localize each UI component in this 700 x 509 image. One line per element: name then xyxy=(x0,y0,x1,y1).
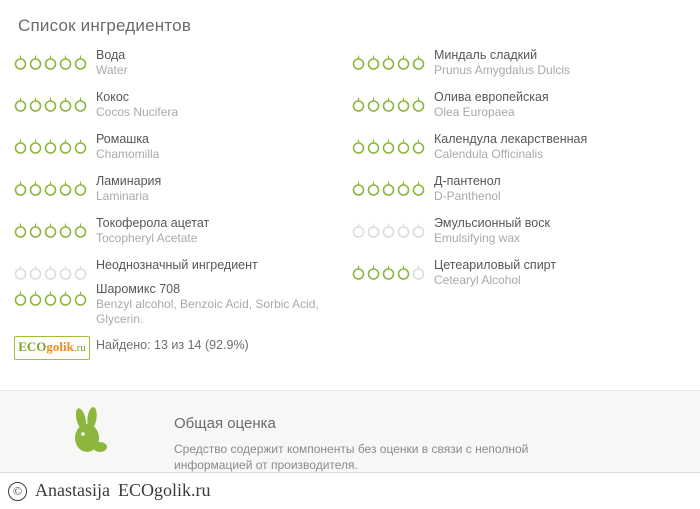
drop-icon xyxy=(44,290,57,306)
drop-icon xyxy=(382,222,395,238)
ecogolik-logo[interactable] xyxy=(14,336,90,360)
site-name: ECOgolik.ru xyxy=(117,480,211,500)
drop-icon xyxy=(397,96,410,112)
drop-icon xyxy=(14,96,27,112)
ingredient-row[interactable] xyxy=(352,258,692,300)
drop-icon xyxy=(29,180,42,196)
drop-icon xyxy=(382,96,395,112)
ingredient-name-ru: Токоферола ацетат xyxy=(96,216,210,230)
drop-icon xyxy=(412,96,425,112)
ingredient-name-lat: Cetearyl Alcohol xyxy=(434,273,521,287)
drop-icon xyxy=(382,180,395,196)
drop-icon xyxy=(59,54,72,70)
ingredient-names xyxy=(96,90,346,120)
drop-icon xyxy=(29,290,42,306)
drop-icon xyxy=(397,264,410,280)
drop-icon xyxy=(59,96,72,112)
rating-drops xyxy=(352,138,424,156)
drop-icon xyxy=(382,54,395,70)
drop-icon xyxy=(367,54,380,70)
ingredient-name-lat: Olea Europaea xyxy=(434,105,515,119)
ingredient-name-lat: Emulsifying wax xyxy=(434,231,521,245)
drop-icon xyxy=(367,138,380,154)
drop-icon xyxy=(412,138,425,154)
drop-icon xyxy=(14,222,27,238)
drop-icon xyxy=(59,180,72,196)
drop-icon xyxy=(352,96,365,112)
ingredient-names xyxy=(434,216,684,246)
drop-icon xyxy=(397,138,410,154)
rating-drops xyxy=(14,138,86,156)
drop-icon xyxy=(44,264,57,280)
drop-icon xyxy=(412,222,425,238)
rating-drops xyxy=(14,290,86,308)
ingredient-row[interactable] xyxy=(14,132,344,174)
drop-icon xyxy=(44,138,57,154)
ingredient-name-ru: Эмульсионный воск xyxy=(434,216,550,230)
ingredient-row-unknown[interactable] xyxy=(352,216,692,258)
drop-icon xyxy=(367,264,380,280)
found-summary xyxy=(0,336,700,370)
logo-ru-text: .ru xyxy=(73,342,86,354)
ingredient-names xyxy=(96,216,346,246)
ingredient-name-lat: D-Panthenol xyxy=(434,189,501,203)
author-name: Anastasija xyxy=(35,480,110,500)
drop-icon xyxy=(29,54,42,70)
found-count-text: Найдено: 13 из 14 (92.9%) xyxy=(96,338,249,352)
summary-title: Общая оценка xyxy=(174,415,276,432)
summary-text: Средство содержит компоненты без оценки в связи с неполной информацией от производителя. xyxy=(174,442,529,472)
ingredient-row[interactable] xyxy=(14,174,344,216)
copyright-icon: © xyxy=(8,482,27,501)
ingredient-names xyxy=(96,132,346,162)
drop-icon xyxy=(59,138,72,154)
ingredient-name-lat: Cocos Nucifera xyxy=(96,105,179,119)
ingredient-row[interactable] xyxy=(14,90,344,132)
ingredient-row[interactable] xyxy=(352,174,692,216)
ingredient-name-ru: Неоднозначный ингредиент xyxy=(96,258,258,272)
ingredient-name-lat: Calendula Officinalis xyxy=(434,147,544,161)
drop-icon xyxy=(367,96,380,112)
drop-icon xyxy=(352,138,365,154)
rating-drops xyxy=(352,96,424,114)
drop-icon xyxy=(352,222,365,238)
ingredient-name-lat: Prunus Amygdalus Dulcis xyxy=(434,63,571,77)
ingredient-names xyxy=(96,174,346,204)
drop-icon xyxy=(352,180,365,196)
drop-icon xyxy=(352,264,365,280)
drop-icon xyxy=(352,54,365,70)
drop-icon xyxy=(14,54,27,70)
ingredient-name-ru: Календула лекарственная xyxy=(434,132,588,146)
ingredient-name-lat: Water xyxy=(96,63,128,77)
ingredient-names xyxy=(96,282,346,327)
footer-bar xyxy=(0,472,700,509)
drop-icon xyxy=(44,180,57,196)
drop-icon xyxy=(74,222,87,238)
ingredient-row[interactable] xyxy=(352,90,692,132)
drop-icon xyxy=(44,96,57,112)
ingredients-column-left xyxy=(14,48,344,300)
ingredients-column-right xyxy=(352,48,692,300)
drop-icon xyxy=(397,180,410,196)
drop-icon xyxy=(412,264,425,280)
ingredient-row[interactable] xyxy=(352,48,692,90)
rabbit-icon xyxy=(62,405,116,459)
ingredient-name-ru: Ромашка xyxy=(96,132,150,146)
ingredient-name-lat: Tocopheryl Acetate xyxy=(96,231,198,245)
ingredient-row[interactable] xyxy=(352,132,692,174)
rating-drops xyxy=(14,180,86,198)
drop-icon xyxy=(74,264,87,280)
ingredient-names xyxy=(96,48,346,78)
ingredient-name-ru: Шаромикс 708 xyxy=(96,282,181,296)
drop-icon xyxy=(14,138,27,154)
rating-drops-empty xyxy=(14,264,86,282)
ingredient-name-ru: Ламинария xyxy=(96,174,162,188)
drop-icon xyxy=(59,264,72,280)
ingredient-names xyxy=(434,90,684,120)
logo-eco-text: ECO xyxy=(18,339,47,354)
drop-icon xyxy=(367,222,380,238)
drop-icon xyxy=(74,180,87,196)
ingredient-name-ru: Цетеариловый спирт xyxy=(434,258,557,272)
drop-icon xyxy=(59,222,72,238)
drop-icon xyxy=(412,54,425,70)
rating-drops-empty xyxy=(352,222,424,240)
ingredient-name-ru: Олива европейская xyxy=(434,90,549,104)
rating-drops xyxy=(352,180,424,198)
drop-icon xyxy=(14,290,27,306)
drop-icon xyxy=(397,222,410,238)
rating-drops xyxy=(352,264,424,282)
drop-icon xyxy=(74,54,87,70)
logo-golik-text: golik xyxy=(46,339,74,354)
drop-icon xyxy=(14,264,27,280)
ingredient-name-ru: Миндаль сладкий xyxy=(434,48,538,62)
drop-icon xyxy=(397,54,410,70)
rating-drops xyxy=(14,54,86,72)
rating-drops xyxy=(352,54,424,72)
drop-icon xyxy=(74,290,87,306)
ingredient-names xyxy=(434,48,684,78)
ingredient-name-ru: Д-пантенол xyxy=(434,174,501,188)
drop-icon xyxy=(29,138,42,154)
drop-icon xyxy=(74,96,87,112)
ingredient-name-ru: Кокос xyxy=(96,90,130,104)
rating-drops xyxy=(14,96,86,114)
drop-icon xyxy=(412,180,425,196)
drop-icon xyxy=(29,222,42,238)
ingredient-names xyxy=(434,258,684,288)
drop-icon xyxy=(44,54,57,70)
overall-rating-panel xyxy=(0,391,700,472)
drop-icon xyxy=(367,180,380,196)
ingredient-row[interactable] xyxy=(14,48,344,90)
drop-icon xyxy=(382,138,395,154)
drop-icon xyxy=(29,264,42,280)
ingredient-name-lat: Laminaria xyxy=(96,189,149,203)
ingredient-name-ru: Вода xyxy=(96,48,126,62)
drop-icon xyxy=(382,264,395,280)
page-title: Список ингредиентов xyxy=(18,16,192,35)
drop-icon xyxy=(44,222,57,238)
ingredient-name-lat: Chamomilla xyxy=(96,147,160,161)
ingredient-names xyxy=(96,258,346,273)
drop-icon xyxy=(59,290,72,306)
ingredient-row[interactable] xyxy=(14,216,344,258)
rating-drops xyxy=(14,222,86,240)
ingredient-names xyxy=(434,132,684,162)
drop-icon xyxy=(14,180,27,196)
drop-icon xyxy=(29,96,42,112)
ingredient-names xyxy=(434,174,684,204)
ingredient-name-lat: Benzyl alcohol, Benzoic Acid, Sorbic Acid, Glycerin. xyxy=(96,297,319,326)
drop-icon xyxy=(74,138,87,154)
